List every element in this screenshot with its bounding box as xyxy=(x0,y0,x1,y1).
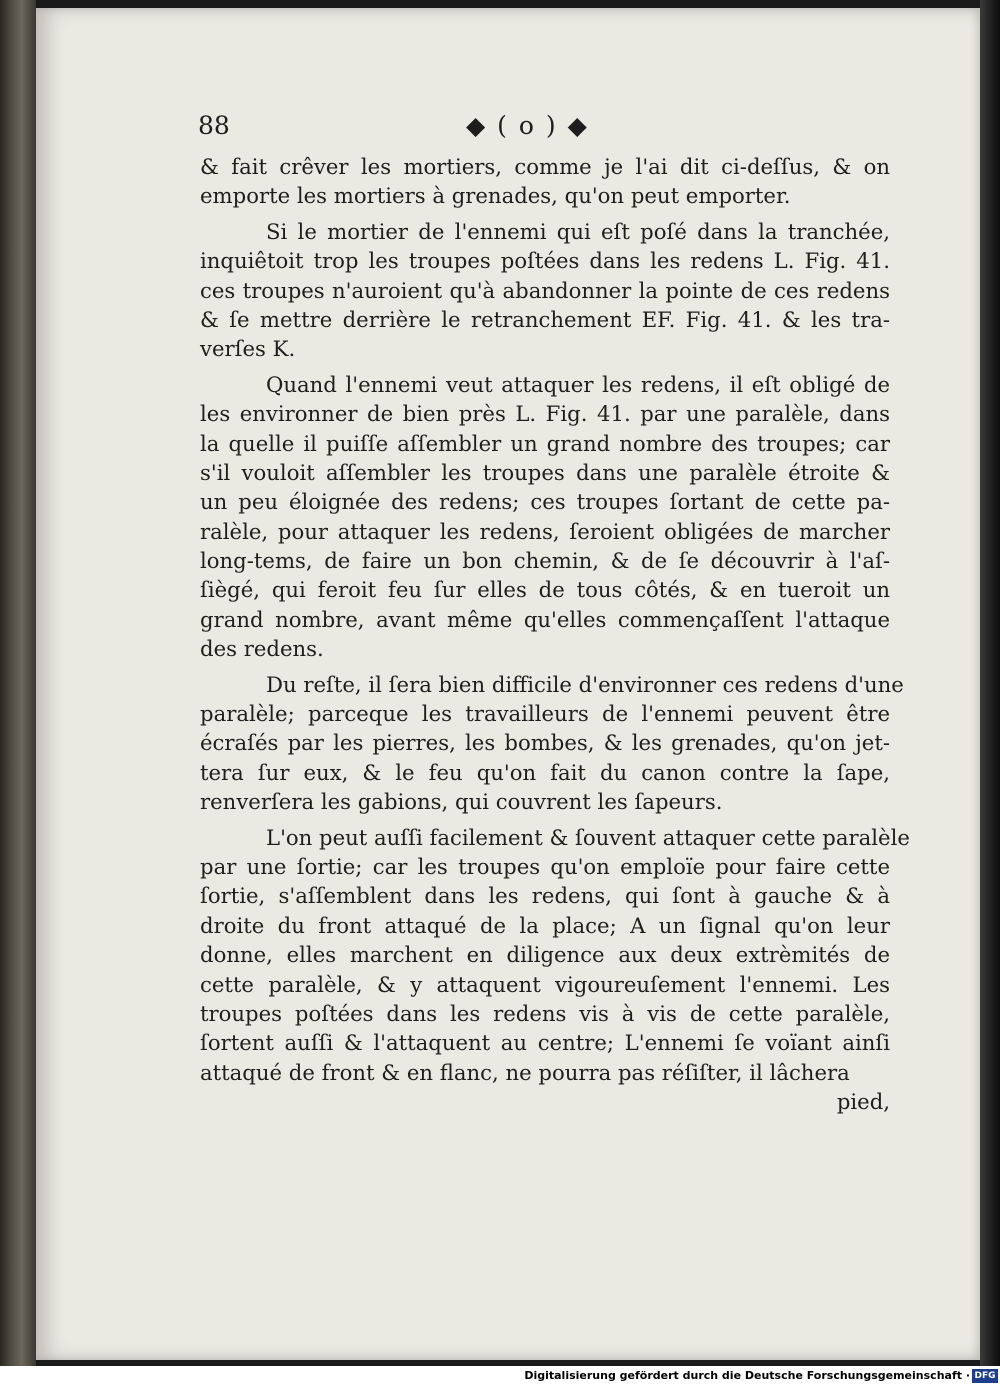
text-line: L'on peut auſſi facilement & ſouvent attaquer cette paralèle xyxy=(266,824,910,850)
text-line: emporte les mortiers à grenades, qu'on peut emporter. xyxy=(200,183,791,209)
body-text xyxy=(200,152,910,1117)
text-line: Si le mortier de l'ennemi qui eſt poſé dans la tranchée, xyxy=(266,218,890,244)
catchword: pied, xyxy=(836,1089,890,1115)
text-line: ces troupes n'auroient qu'à abandonner la pointe de ces redens xyxy=(200,277,890,303)
text-line: & ſe mettre derrière le retranchement EF. Fig. 41. & les tra- xyxy=(200,306,890,332)
digitization-footer xyxy=(0,1366,1000,1386)
text-line: & fait crêver les mortiers, comme je l'ai dit ci-deſſus, & on xyxy=(200,154,890,179)
text-line: ſiègé, qui feroit feu ſur elles de tous côtés, & en tueroit un xyxy=(200,577,890,603)
text-line: inquiêtoit trop les troupes poſtées dans les redens L. Fig. 41. xyxy=(200,248,890,274)
text-line: droite du front attaqué de la place; A un ſignal qu'on leur xyxy=(200,912,890,938)
text-line: écraſés par les pierres, les bombes, & les grenades, qu'on jet- xyxy=(200,730,890,756)
header-ornament: ◆ ( o ) ◆ xyxy=(466,111,589,140)
text-line: renverſera les gabions, qui couvrent les ſapeurs. xyxy=(200,789,723,815)
paragraph xyxy=(200,152,890,211)
text-line: Du reſte, il ſera bien difficile d'environner ces redens d'une xyxy=(266,671,904,697)
page-number: 88 xyxy=(198,111,230,140)
text-line: verſes K. xyxy=(200,336,296,362)
dfg-logo-icon: DFG xyxy=(972,1369,998,1383)
text-line: cette paralèle, & y attaquent vigoureuſement l'ennemi. Les xyxy=(200,971,890,997)
text-line: les environner de bien près L. Fig. 41. par une paralèle, dans xyxy=(200,401,890,427)
text-line: Quand l'ennemi veut attaquer les redens, il eſt obligé de xyxy=(266,371,890,397)
text-line: donne, elles marchent en diligence aux deux extrèmités de xyxy=(200,942,890,968)
text-line: des redens. xyxy=(200,636,324,662)
text-line: ſortent auſſi & l'attaquent au centre; L'ennemi ſe voïant ainſi xyxy=(200,1030,890,1056)
text-line: la quelle il puiſſe aſſembler un grand nombre des troupes; car xyxy=(200,430,890,456)
text-line: par une ſortie; car les troupes qu'on emploïe pour faire cette xyxy=(200,853,890,879)
text-line: long-tems, de faire un bon chemin, & de ſe découvrir à l'aſ- xyxy=(200,548,890,574)
text-line: ſortie, s'aſſemblent dans les redens, qui ſont à gauche & à xyxy=(200,883,890,909)
page-right-edge xyxy=(980,0,1000,1366)
page-header xyxy=(198,110,658,150)
text-line: ralèle, pour attaquer les redens, ſeroient obligées de marcher xyxy=(200,518,890,544)
text-line: troupes poſtées dans les redens vis à vis de cette paralèle, xyxy=(200,1000,890,1026)
text-line: tera ſur eux, & le feu qu'on fait du canon contre la ſape, xyxy=(200,759,890,785)
paragraph xyxy=(200,823,910,1088)
paragraph xyxy=(200,370,890,664)
paragraph xyxy=(200,670,904,817)
text-line: s'il vouloit aſſembler les troupes dans une paralèle étroite & xyxy=(200,459,890,485)
text-line: grand nombre, avant même qu'elles commençaſſent l'attaque xyxy=(200,606,890,632)
text-line: un peu éloignée des redens; ces troupes ſortant de cette pa- xyxy=(200,489,890,515)
paragraph xyxy=(200,217,890,364)
book-spine-edge xyxy=(0,0,36,1366)
text-line: attaqué de front & en flanc, ne pourra pas réſiſter, il lâchera xyxy=(200,1059,850,1085)
footer-credit: Digitalisierung gefördert durch die Deutsche Forschungsgemeinschaft · xyxy=(524,1369,970,1382)
text-line: paralèle; parceque les travailleurs de l'ennemi peuvent être xyxy=(200,701,890,727)
